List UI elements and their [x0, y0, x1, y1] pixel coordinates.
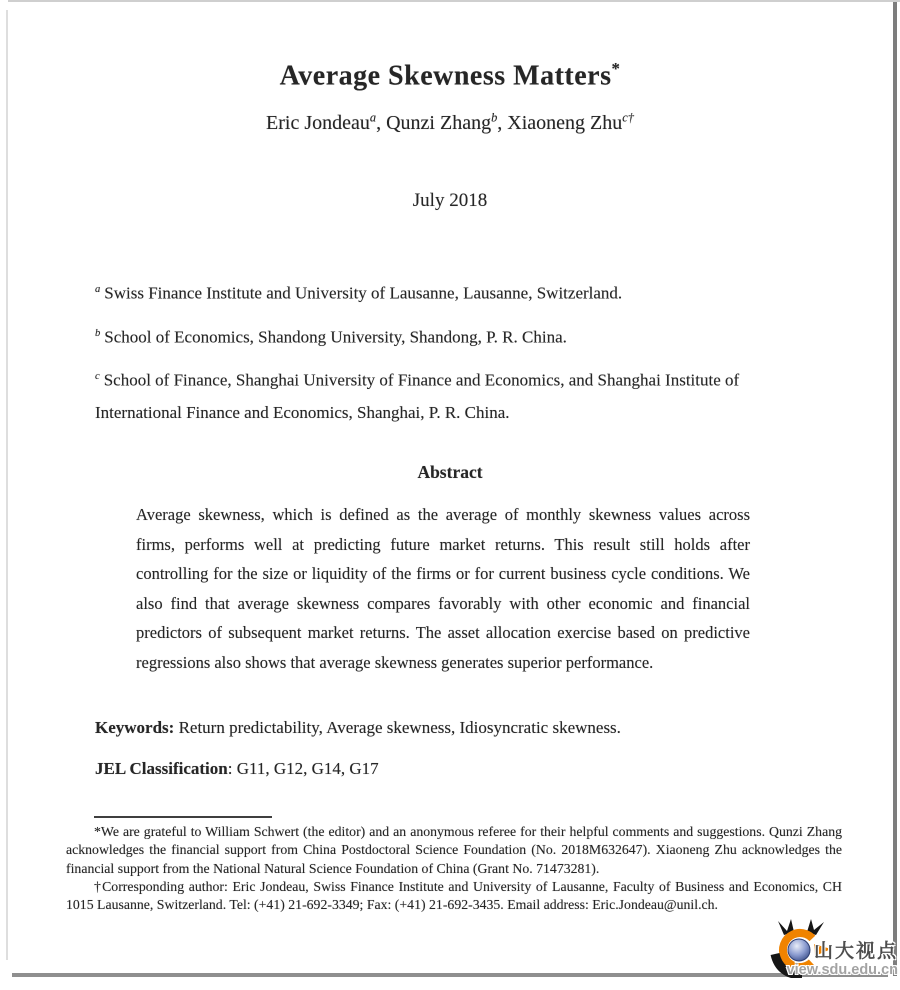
- footnote-text: We are grateful to William Schwert (the editor) and an anonymous referee for their helpful comments and suggestions. Qunzi Zhang acknowledges the financial support from China Postdoctoral Science Foundation (No. 2018M632647). Xiaoneng Zhu acknowledges the financial support from the National Natural Science Foundation of China (Grant No. 71473281).: [66, 824, 842, 876]
- author-name: Qunzi Zhang: [386, 111, 492, 134]
- footnote-marker: †: [94, 878, 103, 894]
- jel-text: : G11, G12, G14, G17: [227, 759, 379, 778]
- affiliations-list: [95, 274, 800, 437]
- publication-date: July 2018: [412, 190, 488, 211]
- page-edge-left: [6, 10, 8, 960]
- paper-title-text: Average Skewness Matters: [279, 60, 612, 92]
- footnote-rule: [94, 816, 272, 818]
- author: [386, 112, 507, 134]
- author: [266, 112, 386, 134]
- jel-line: [95, 759, 805, 779]
- page-edge-bottom: [12, 973, 888, 977]
- watermark-site-name: 山大视点: [813, 941, 898, 962]
- affiliation-text: Swiss Finance Institute and University of Lausanne, Lausanne, Switzerland.: [104, 283, 623, 303]
- keywords-label: Keywords:: [95, 718, 175, 737]
- affiliation-marker: c: [95, 371, 100, 383]
- author-superscript: a: [369, 110, 377, 124]
- keywords-line: [95, 718, 805, 738]
- author-superscript: c†: [622, 110, 634, 124]
- author: [507, 112, 634, 134]
- author-separator: ,: [497, 111, 508, 134]
- page-edge-top: [8, 0, 900, 2]
- author-separator: ,: [376, 111, 387, 134]
- footnote-area: [66, 816, 842, 914]
- affiliation-item: [95, 361, 800, 429]
- affiliation-item: [95, 318, 800, 354]
- footnote-paragraph: [66, 823, 842, 878]
- footnote-marker: *: [94, 824, 101, 839]
- affiliation-text: School of Finance, Shanghai University of Finance and Economics, and Shanghai Institute of International Finance and Economics, Shanghai, P. R. China.: [95, 370, 740, 422]
- affiliation-marker: b: [95, 327, 101, 339]
- abstract-heading: Abstract: [417, 462, 483, 482]
- author-name: Eric Jondeau: [266, 111, 370, 134]
- watermark: [770, 920, 898, 986]
- keywords-text: Return predictability, Average skewness, Idiosyncratic skewness.: [174, 718, 621, 737]
- jel-label: JEL Classification: [95, 759, 228, 778]
- authors-line: [0, 110, 900, 135]
- abstract-text: Average skewness, which is defined as the average of monthly skewness values across firms, performs well at predicting future market returns. This result still holds after controlling for the size or liquidity of the firms or for current business cycle conditions. We also find that average skewness compares favorably with other economic and financial predictors of subsequent market returns. The asset allocation exercise based on predictive regressions also shows that average skewness generates superior performance.: [136, 505, 750, 672]
- page-edge-right: [893, 2, 897, 976]
- footnote-paragraph: [66, 878, 842, 915]
- watermark-site-url: view.sdu.edu.cn: [786, 962, 898, 978]
- affiliation-marker: a: [95, 284, 101, 295]
- paper-title: [0, 59, 900, 92]
- title-footnote-mark: *: [611, 58, 621, 78]
- affiliation-text: School of Economics, Shandong University, Shandong, P. R. China.: [104, 327, 567, 347]
- footnote-text: Corresponding author: Eric Jondeau, Swiss Finance Institute and University of Lausanne, Faculty of Business and Economics, CH 1015 Lausanne, Switzerland. Tel: (+41) 21-692-3349; Fax: (+41) 21-692-3435. Email address: Eric.Jondeau@unil.ch.: [66, 878, 842, 913]
- affiliation-item: [95, 274, 800, 310]
- author-superscript: b: [491, 110, 498, 124]
- author-name: Xiaoneng Zhu: [507, 111, 623, 134]
